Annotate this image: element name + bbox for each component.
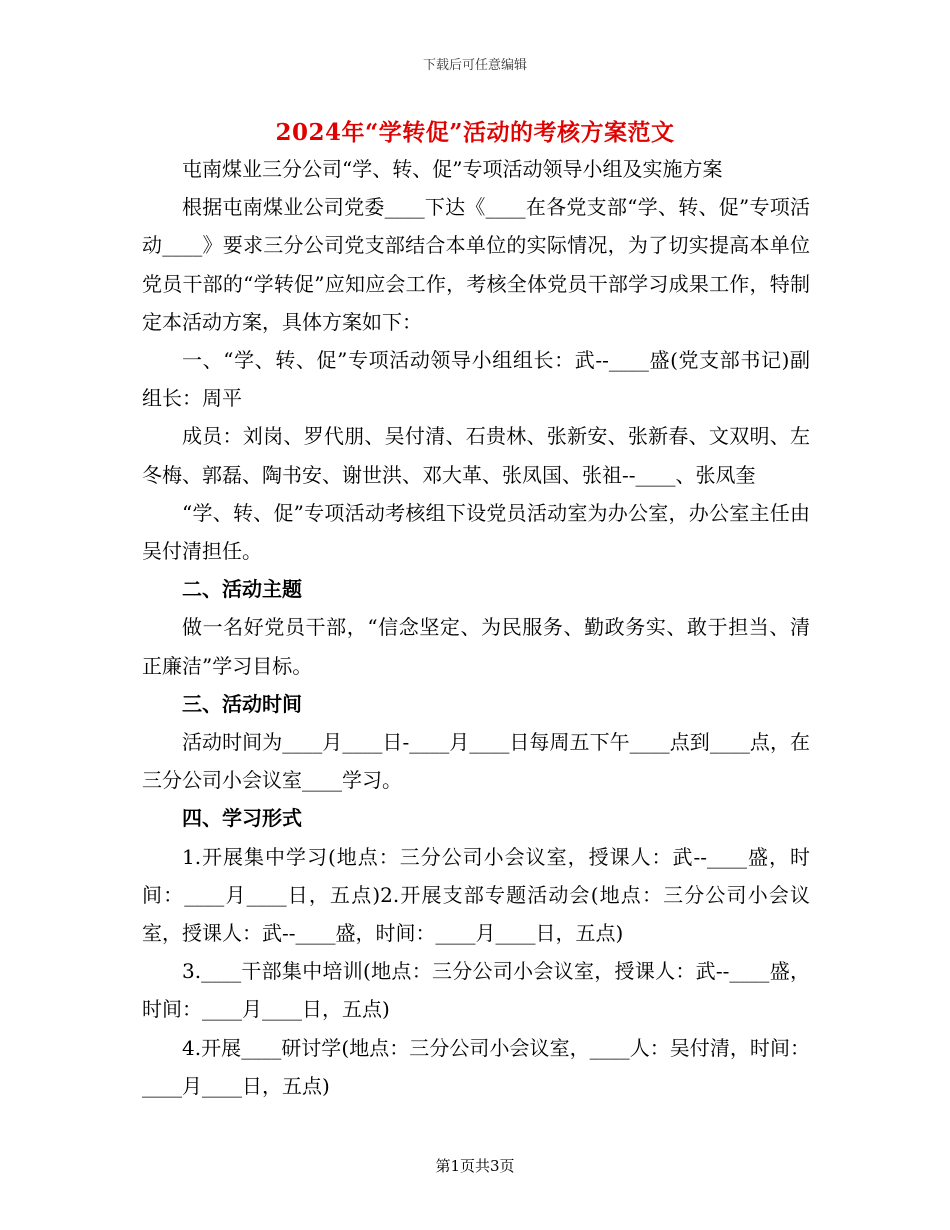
page-number: 第1页共3页 <box>435 1157 515 1175</box>
section-heading: 四、学习形式 <box>182 806 302 831</box>
paragraph: 活动时间为____月____日-____月____日每周五下午____点到____点，在三分公司小会议室____学习。 <box>142 730 810 793</box>
paragraph: 3.____干部集中培训(地点：三分公司小会议室，授课人：武--____盛，时间：____月____日，五点) <box>142 959 810 1022</box>
section-heading: 三、活动时间 <box>182 691 302 716</box>
paragraph: 1.开展集中学习(地点：三分公司小会议室，授课人：武--____盛，时间：____月____日，五点)2.开展支部专题活动会(地点：三分公司小会议室，授课人：武--____盛，时间：____月____日，五点) <box>142 844 810 946</box>
paragraph: 一、“学、转、促”专项活动领导小组组长：武--____盛(党支部书记)副组长：周平 <box>142 348 810 411</box>
header-note: 下载后可任意编辑 <box>422 58 527 73</box>
paragraph: 根据屯南煤业公司党委____下达《____在各党支部“学、转、促”专项活动____》要求三分公司党支部结合本单位的实际情况，为了切实提高本单位党员干部的“学转促”应知应会工作，考核全体党员干部学习成果工作，特制定本活动方案，具体方案如下： <box>142 195 810 334</box>
paragraph: 做一名好党员干部，“信念坚定、为民服务、勤政务实、敢于担当、清正廉洁”学习目标。 <box>142 615 810 678</box>
paragraph: 4.开展____研讨学(地点：三分公司小会议室，____人：吴付清，时间：____月____日，五点) <box>142 1035 810 1098</box>
paragraph: 屯南煤业三分公司“学、转、促”专项活动领导小组及实施方案 <box>182 157 723 181</box>
paragraph: “学、转、促”专项活动考核组下设党员活动室为办公室，办公室主任由吴付清担任。 <box>142 500 810 564</box>
document-title: 2024年“学转促”活动的考核方案范文 <box>275 119 675 146</box>
section-heading: 二、活动主题 <box>182 577 302 602</box>
paragraph: 成员：刘岗、罗代朋、吴付清、石贵林、张新安、张新春、文双明、左冬梅、郭磊、陶书安、谢世洪、邓大革、张凤国、张祖--____、张凤奎 <box>142 424 810 487</box>
document-body <box>142 150 810 1105</box>
